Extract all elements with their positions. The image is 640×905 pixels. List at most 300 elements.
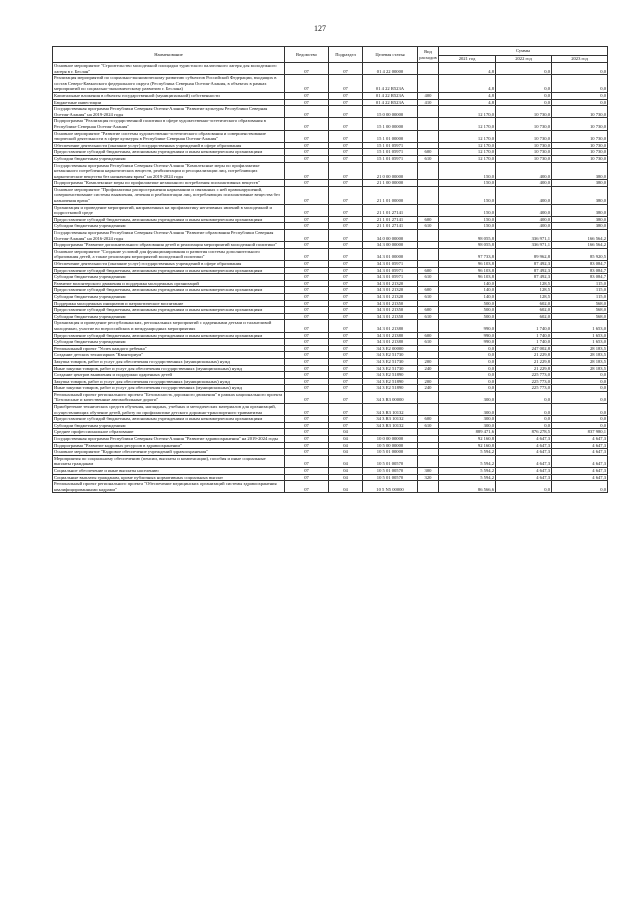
row-sum-2022: 128,5: [496, 287, 552, 294]
row-target: 34 3 01 21350: [363, 313, 418, 320]
row-target: 21 1 01 27141: [363, 223, 418, 230]
row-ministry: 07: [285, 280, 329, 287]
header-2021: 2021 год: [439, 56, 496, 63]
row-target: 01 4 22 00000: [363, 63, 418, 75]
row-sum-2021: 0,0: [439, 378, 496, 385]
row-name: Основное мероприятие "Развитие системы художественно-эстетического образования и совершенствование творческой деятельности в сфере культуры в Республике Северная Осетия-Алания": [53, 130, 285, 142]
row-ministry: 07: [285, 372, 329, 379]
row-target: 01 4 22 R523A: [363, 92, 418, 99]
row-name: Субсидии бюджетным учреждениям: [53, 293, 285, 300]
row-ministry: 07: [285, 404, 329, 416]
row-name: Региональный проект "Успех каждого ребенка": [53, 345, 285, 352]
row-name: Социальные выплаты гражданам, кроме публичных нормативных социальных выплат: [53, 474, 285, 481]
row-target: 21 1 01 27141: [363, 204, 418, 216]
table-row: [53, 204, 608, 216]
row-section: 07: [329, 365, 363, 372]
row-expense: 610: [418, 313, 439, 320]
row-ministry: 07: [285, 267, 329, 274]
row-sum-2023: 85 920,5: [552, 248, 608, 260]
row-expense: 410: [418, 99, 439, 106]
row-sum-2023: 83 084,7: [552, 267, 608, 274]
row-expense: [418, 142, 439, 149]
row-expense: 600: [418, 149, 439, 156]
table-row: [53, 455, 608, 467]
row-sum-2021: 150,0: [439, 186, 496, 204]
row-sum-2021: 0,0: [439, 372, 496, 379]
row-name: Субсидии бюджетным учреждениям: [53, 223, 285, 230]
row-expense: 240: [418, 365, 439, 372]
row-sum-2022: 87 492,3: [496, 261, 552, 268]
row-ministry: 07: [285, 378, 329, 385]
row-sum-2022: 400,0: [496, 162, 552, 180]
row-ministry: 07: [285, 436, 329, 443]
row-expense: 400: [418, 92, 439, 99]
row-expense: [418, 130, 439, 142]
row-ministry: 07: [285, 155, 329, 162]
row-name: Социальное обеспечение и иные выплаты населению: [53, 468, 285, 475]
row-name: Предоставление субсидий бюджетным, автономным учреждениям и иным некоммерческим организациям: [53, 216, 285, 223]
table-row: [53, 92, 608, 99]
row-sum-2023: 28 183,5: [552, 365, 608, 372]
row-section: 07: [329, 300, 363, 307]
table-row: [53, 287, 608, 294]
row-expense: [418, 75, 439, 93]
row-expense: 240: [418, 385, 439, 392]
row-target: 10 5 01 00570: [363, 455, 418, 467]
row-sum-2021: 98 055,8: [439, 242, 496, 249]
row-expense: [418, 436, 439, 443]
row-target: 15 1 01 05971: [363, 149, 418, 156]
row-section: 04: [329, 468, 363, 475]
row-ministry: 07: [285, 186, 329, 204]
table-row: [53, 149, 608, 156]
row-sum-2023: 83 084,7: [552, 261, 608, 268]
row-sum-2023: 0,0: [552, 63, 608, 75]
row-expense: [418, 372, 439, 379]
table-row: [53, 474, 608, 481]
row-sum-2022: 1 740,0: [496, 339, 552, 346]
row-sum-2021: 150,0: [439, 180, 496, 187]
table-row: [53, 378, 608, 385]
row-ministry: 07: [285, 180, 329, 187]
row-name: Государственная программа Республики Северная Осетия-Алания "Развитие здравоохранения" на 2019-2024 годы: [53, 436, 285, 443]
row-ministry: 07: [285, 358, 329, 365]
row-section: 07: [329, 92, 363, 99]
row-sum-2021: 889 471,6: [439, 429, 496, 436]
row-section: 07: [329, 358, 363, 365]
row-name: Региональный проект регионального проекта "Безопасность дорожного движения" в рамках национального проекта "Безопасные и качественные автомобильные дороги": [53, 391, 285, 403]
row-expense: [418, 449, 439, 456]
row-sum-2021: 96 103,8: [439, 267, 496, 274]
row-expense: [418, 404, 439, 416]
row-name: Региональный проект регионального проекта "Обеспечение медицинских организаций системы здравоохранения квалифицированными кадрами": [53, 481, 285, 493]
row-expense: [418, 261, 439, 268]
row-sum-2022: 1 740,0: [496, 320, 552, 332]
row-expense: [418, 162, 439, 180]
row-section: 07: [329, 149, 363, 156]
row-sum-2023: 0,0: [552, 416, 608, 423]
row-target: 34 3 E2 51730: [363, 352, 418, 359]
row-expense: [418, 429, 439, 436]
table-row: [53, 75, 608, 93]
row-sum-2021: 500,0: [439, 307, 496, 314]
row-sum-2022: 4 647,3: [496, 442, 552, 449]
row-sum-2021: 4,8: [439, 92, 496, 99]
row-sum-2022: 0,0: [496, 75, 552, 93]
row-expense: 610: [418, 155, 439, 162]
row-name: Капитальные вложения в объекты государственной (муниципальной) собственности: [53, 92, 285, 99]
row-ministry: 07: [285, 223, 329, 230]
row-sum-2023: 10 730,0: [552, 142, 608, 149]
row-sum-2021: 96 103,8: [439, 261, 496, 268]
row-sum-2022: 400,0: [496, 204, 552, 216]
row-section: 07: [329, 223, 363, 230]
table-row: [53, 429, 608, 436]
row-target: 34 3 01 21380: [363, 320, 418, 332]
row-sum-2021: 4,8: [439, 75, 496, 93]
row-target: 34 3 01 05971: [363, 267, 418, 274]
table-row: [53, 216, 608, 223]
row-sum-2021: 990,0: [439, 320, 496, 332]
row-name: Предоставление субсидий бюджетным, автономным учреждениям и иным некоммерческим организациям: [53, 307, 285, 314]
table-row: [53, 106, 608, 118]
row-sum-2022: 336 971,1: [496, 230, 552, 242]
row-sum-2023: 28 183,5: [552, 352, 608, 359]
row-ministry: 07: [285, 92, 329, 99]
row-ministry: 07: [285, 287, 329, 294]
row-name: Предоставление субсидий бюджетным, автономным учреждениям и иным некоммерческим организациям: [53, 416, 285, 423]
table-row: [53, 162, 608, 180]
row-ministry: 07: [285, 442, 329, 449]
row-expense: 600: [418, 416, 439, 423]
row-expense: [418, 320, 439, 332]
row-section: 07: [329, 293, 363, 300]
row-sum-2023: 0,0: [552, 481, 608, 493]
row-sum-2022: 0,0: [496, 63, 552, 75]
row-name: Развитие волонтерского движения и поддержка молодежных организаций: [53, 280, 285, 287]
row-sum-2021: 500,0: [439, 313, 496, 320]
row-name: Мероприятия по социальному обеспечению (пенсии, выплаты и компенсации), пособия и иные социальные выплаты гражданам: [53, 455, 285, 467]
row-target: 10 0 00 00000: [363, 436, 418, 443]
row-sum-2022: 225 773,0: [496, 385, 552, 392]
row-expense: 610: [418, 339, 439, 346]
row-section: 07: [329, 416, 363, 423]
row-sum-2021: 5 594,2: [439, 474, 496, 481]
row-expense: 600: [418, 307, 439, 314]
header-section: Подраздел: [329, 47, 363, 63]
row-expense: [418, 300, 439, 307]
row-sum-2023: 380,0: [552, 223, 608, 230]
row-sum-2023: 166 564,2: [552, 242, 608, 249]
row-target: 34 3 R3 00000: [363, 391, 418, 403]
header-expense: Вид расходов: [418, 47, 439, 63]
row-sum-2022: 0,0: [496, 391, 552, 403]
row-sum-2023: 115,0: [552, 280, 608, 287]
row-section: 07: [329, 230, 363, 242]
row-sum-2022: 400,0: [496, 186, 552, 204]
row-sum-2021: 0,0: [439, 358, 496, 365]
row-expense: [418, 280, 439, 287]
row-target: 15 1 00 00000: [363, 118, 418, 130]
row-section: 04: [329, 436, 363, 443]
row-name: Иные закупки товаров, работ и услуг для обеспечения государственных (муниципальных) нужд: [53, 365, 285, 372]
table-row: [53, 449, 608, 456]
row-name: Подпрограмма "Развитие дополнительного образования детей и реализация мероприятий молодежной политики": [53, 242, 285, 249]
table-row: [53, 274, 608, 281]
table-row: [53, 345, 608, 352]
row-sum-2023: 0,0: [552, 391, 608, 403]
row-name: Иные закупки товаров, работ и услуг для обеспечения государственных (муниципальных) нужд: [53, 385, 285, 392]
row-sum-2023: 10 730,0: [552, 130, 608, 142]
row-name: Подпрограмма "Комплексные меры по профилактике незаконного потребления психоактивных веществ": [53, 180, 285, 187]
row-target: 34 3 R3 10132: [363, 422, 418, 429]
row-sum-2022: 128,5: [496, 293, 552, 300]
row-name: Государственная программа Республики Северная Осетия-Алания "Развитие культуры Республики Северная Осетия-Алания" на 2019-2024 годы: [53, 106, 285, 118]
table-row: [53, 155, 608, 162]
row-sum-2021: 5 594,2: [439, 468, 496, 475]
row-sum-2023: 0,0: [552, 385, 608, 392]
row-ministry: 07: [285, 162, 329, 180]
row-name: Бюджетные инвестиции: [53, 99, 285, 106]
row-ministry: 07: [285, 422, 329, 429]
row-expense: [418, 106, 439, 118]
row-name: Создание центров выявления и поддержки одаренных детей: [53, 372, 285, 379]
table-row: [53, 372, 608, 379]
row-name: Предоставление субсидий бюджетным, автономным учреждениям и иным некоммерческим организациям: [53, 267, 285, 274]
row-expense: [418, 242, 439, 249]
row-sum-2022: 10 730,0: [496, 118, 552, 130]
row-sum-2021: 140,0: [439, 287, 496, 294]
row-expense: [418, 180, 439, 187]
row-sum-2021: 97 733,8: [439, 248, 496, 260]
table-row: [53, 130, 608, 142]
table-row: [53, 230, 608, 242]
row-section: 07: [329, 142, 363, 149]
row-section: 07: [329, 378, 363, 385]
row-name: Субсидии бюджетным учреждениям: [53, 422, 285, 429]
row-ministry: 07: [285, 468, 329, 475]
row-sum-2023: 568,0: [552, 313, 608, 320]
table-row: [53, 422, 608, 429]
row-target: 34 3 E2 51890: [363, 385, 418, 392]
row-ministry: 07: [285, 75, 329, 93]
row-ministry: 07: [285, 449, 329, 456]
row-expense: [418, 230, 439, 242]
row-section: 07: [329, 99, 363, 106]
row-sum-2023: 166 564,2: [552, 230, 608, 242]
table-row: [53, 436, 608, 443]
row-sum-2023: 10 730,0: [552, 155, 608, 162]
row-sum-2022: 400,0: [496, 180, 552, 187]
row-expense: 610: [418, 293, 439, 300]
row-sum-2021: 0,0: [439, 365, 496, 372]
row-expense: 600: [418, 287, 439, 294]
row-sum-2022: 400,0: [496, 216, 552, 223]
row-section: 07: [329, 267, 363, 274]
row-sum-2021: 140,0: [439, 280, 496, 287]
row-sum-2021: 5 594,2: [439, 449, 496, 456]
row-name: Субсидии бюджетным учреждениям: [53, 274, 285, 281]
row-sum-2022: 128,5: [496, 280, 552, 287]
row-sum-2021: 12 170,0: [439, 130, 496, 142]
table-body: [53, 63, 608, 493]
row-sum-2023: 10 730,0: [552, 118, 608, 130]
row-ministry: 07: [285, 429, 329, 436]
row-sum-2021: 150,0: [439, 162, 496, 180]
row-sum-2021: 92 160,8: [439, 436, 496, 443]
row-sum-2022: 4 647,3: [496, 468, 552, 475]
row-sum-2023: 568,0: [552, 300, 608, 307]
table-row: [53, 248, 608, 260]
header-2022: 2022 год: [496, 56, 552, 63]
row-sum-2023: 115,0: [552, 293, 608, 300]
row-ministry: 07: [285, 365, 329, 372]
row-ministry: 07: [285, 455, 329, 467]
row-sum-2022: 0,0: [496, 416, 552, 423]
row-ministry: 07: [285, 230, 329, 242]
row-target: 34 3 E2 00000: [363, 345, 418, 352]
row-expense: [418, 352, 439, 359]
row-sum-2021: 12 170,0: [439, 118, 496, 130]
row-sum-2022: 225 773,0: [496, 372, 552, 379]
row-section: 07: [329, 216, 363, 223]
row-name: Подпрограмма "Реализация государственной политики в сфере художественно-эстетического образования в Республике Северная Осетия-Алания": [53, 118, 285, 130]
row-sum-2021: 300,0: [439, 391, 496, 403]
row-target: 10 5 01 00000: [363, 449, 418, 456]
row-ministry: 07: [285, 474, 329, 481]
row-sum-2023: 4 647,3: [552, 436, 608, 443]
table-row: [53, 391, 608, 403]
row-sum-2022: 21 229,8: [496, 358, 552, 365]
row-section: 07: [329, 404, 363, 416]
row-sum-2022: 1 740,0: [496, 332, 552, 339]
row-target: 21 1 01 00000: [363, 186, 418, 204]
row-sum-2022: 89 962,8: [496, 248, 552, 260]
row-sum-2022: 10 730,0: [496, 155, 552, 162]
row-expense: 200: [418, 378, 439, 385]
row-name: Создание детских технопарков "Кванториум": [53, 352, 285, 359]
table-row: [53, 99, 608, 106]
row-sum-2023: 0,0: [552, 99, 608, 106]
row-sum-2022: 21 229,8: [496, 352, 552, 359]
table-row: [53, 416, 608, 423]
row-target: 34 3 01 05971: [363, 274, 418, 281]
row-sum-2023: 10 730,0: [552, 106, 608, 118]
row-section: 07: [329, 339, 363, 346]
row-sum-2022: 21 229,8: [496, 365, 552, 372]
table-row: [53, 332, 608, 339]
row-sum-2022: 4 647,3: [496, 474, 552, 481]
row-name: Государственная программа Республики Северная Осетия-Алания "Комплексные меры по профилактике незаконного потребления наркотических веществ, реабилитации и ресоциализации лиц, потребляющих наркотические вещества без назначения врача" на 2019-2024 годы: [53, 162, 285, 180]
row-sum-2023: 0,0: [552, 404, 608, 416]
table-row: [53, 223, 608, 230]
row-target: 01 4 22 R523A: [363, 75, 418, 93]
row-sum-2021: 4,8: [439, 63, 496, 75]
row-section: 07: [329, 75, 363, 93]
row-target: 15 1 01 05971: [363, 142, 418, 149]
row-expense: [418, 481, 439, 493]
table-row: [53, 442, 608, 449]
row-sum-2021: 92 160,8: [439, 442, 496, 449]
row-expense: [418, 248, 439, 260]
row-section: 07: [329, 186, 363, 204]
row-expense: [418, 204, 439, 216]
row-section: 07: [329, 280, 363, 287]
row-section: 07: [329, 307, 363, 314]
row-target: 15 1 01 00000: [363, 130, 418, 142]
row-section: 07: [329, 155, 363, 162]
row-sum-2023: 568,0: [552, 307, 608, 314]
row-section: 04: [329, 442, 363, 449]
row-sum-2023: 4 647,3: [552, 455, 608, 467]
row-expense: [418, 391, 439, 403]
row-sum-2023: 4 647,3: [552, 449, 608, 456]
row-sum-2021: 12 170,0: [439, 155, 496, 162]
table-row: [53, 186, 608, 204]
row-sum-2023: 1 653,0: [552, 339, 608, 346]
row-expense: [418, 442, 439, 449]
row-ministry: 07: [285, 307, 329, 314]
row-ministry: 07: [285, 274, 329, 281]
row-sum-2023: 0,0: [552, 378, 608, 385]
row-section: 07: [329, 287, 363, 294]
row-sum-2023: 380,0: [552, 216, 608, 223]
row-target: 34 3 01 21380: [363, 339, 418, 346]
budget-table: [52, 46, 608, 493]
row-ministry: 07: [285, 352, 329, 359]
table-row: [53, 385, 608, 392]
row-section: 04: [329, 474, 363, 481]
row-sum-2022: 10 730,0: [496, 106, 552, 118]
row-ministry: 07: [285, 339, 329, 346]
row-expense: [418, 186, 439, 204]
row-name: Закупка товаров, работ и услуг для обеспечения государственных (муниципальных) нужд: [53, 358, 285, 365]
row-name: Государственная программа Республики Северная Осетия-Алания "Развитие образования Республики Северная Осетия-Алания" на 2016-2024 годы: [53, 230, 285, 242]
row-sum-2023: 1 653,0: [552, 332, 608, 339]
row-name: Обеспечение деятельности (оказание услуг) государственных учреждений в сфере образования: [53, 142, 285, 149]
table-row: [53, 293, 608, 300]
row-sum-2022: 247 002,8: [496, 345, 552, 352]
row-target: 34 3 01 05971: [363, 261, 418, 268]
row-sum-2022: 10 730,0: [496, 142, 552, 149]
row-section: 07: [329, 130, 363, 142]
table-row: [53, 142, 608, 149]
table-row: [53, 481, 608, 493]
row-target: 21 0 00 00000: [363, 162, 418, 180]
table-row: [53, 63, 608, 75]
table-row: [53, 468, 608, 475]
page-number: 127: [314, 24, 326, 33]
row-sum-2021: 990,0: [439, 332, 496, 339]
row-sum-2023: 0,0: [552, 422, 608, 429]
row-sum-2022: 336 971,1: [496, 242, 552, 249]
row-name: Предоставление субсидий бюджетным, автономным учреждениям и иным некоммерческим организациям: [53, 332, 285, 339]
row-section: 07: [329, 385, 363, 392]
row-name: Основное мероприятие "Строительство молодежной площадки туристского палаточного лагеря для молодежного лагеря в г. Беслан": [53, 63, 285, 75]
row-section: 07: [329, 63, 363, 75]
row-section: 07: [329, 261, 363, 268]
header-ministry: Ведомство: [285, 47, 329, 63]
row-sum-2022: 0,0: [496, 99, 552, 106]
table-row: [53, 118, 608, 130]
header-sums: Суммы: [439, 47, 608, 56]
row-section: 07: [329, 242, 363, 249]
row-sum-2021: 150,0: [439, 216, 496, 223]
row-ministry: 07: [285, 118, 329, 130]
row-target: 01 4 22 R523A: [363, 99, 418, 106]
row-section: 07: [329, 118, 363, 130]
row-sum-2021: 150,0: [439, 204, 496, 216]
